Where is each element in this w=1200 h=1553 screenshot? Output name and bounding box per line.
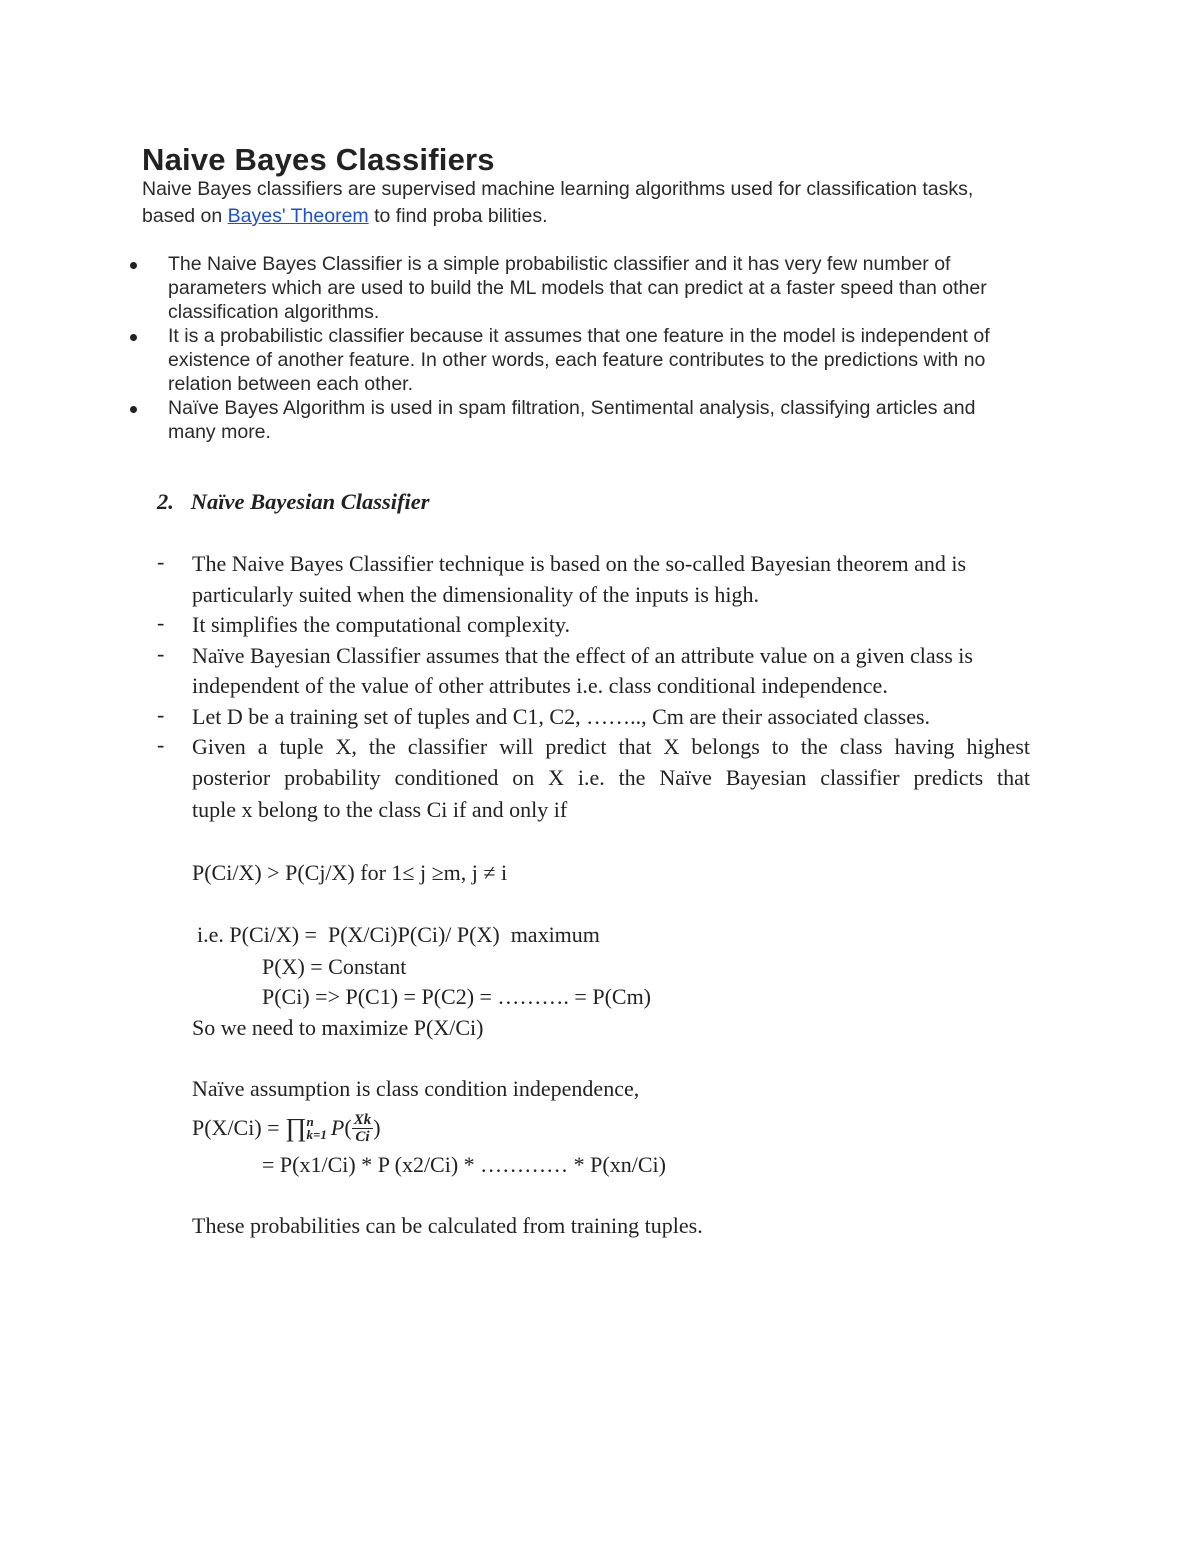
bullet-item [130,252,1070,324]
bullet-dot-icon [130,262,137,269]
fraction-denominator: Ci [355,1128,370,1145]
bullet-line: parameters which are used to build the ML models that can predict at a faster speed than other [168,277,987,299]
bullet-list [130,252,1070,444]
formula-condition: P(Ci/X) > P(Cj/X) for 1≤ j ≥m, j ≠ i [192,860,508,885]
dash-marker: - [157,610,165,635]
intro-line-1: Naive Bayes classifiers are supervised machine learning algorithms used for classification tasks, [142,178,974,200]
product-expansion: = P(x1/Ci) * P (x2/Ci) * ………… * P(xn/Ci) [262,1152,666,1177]
formula-maximize: So we need to maximize P(X/Ci) [192,1015,484,1040]
product-formula [192,1107,381,1149]
close-paren: ) [373,1115,381,1140]
dash-item [157,610,1037,641]
bullet-dot-icon [130,406,137,413]
dash-line: Let D be a training set of tuples and C1, C2, …….., Cm are their associated classes. [192,703,931,729]
bullet-dot-icon [130,334,137,341]
product-lower: k=1 [306,1127,327,1142]
bullet-item [130,396,1070,444]
bullet-line: classification algorithms. [168,301,380,323]
dash-marker: - [157,640,165,666]
dash-marker: - [157,549,165,574]
product-upper: n [306,1114,314,1129]
dash-line: posterior probability conditioned on X i.e. the Naïve Bayesian classifier predicts that [192,764,1030,790]
product-p: P [330,1115,345,1140]
formula-ie: i.e. P(Ci/X) = P(X/Ci)P(Ci)/ P(X) maximum [197,922,600,947]
dash-line: tuple x belong to the class Ci if and only if [192,797,568,822]
dash-line: particularly suited when the dimensionality of the inputs is high. [192,581,760,607]
bullet-item [130,324,1070,396]
closing-text: These probabilities can be calculated from training tuples. [192,1213,703,1238]
product-limits [307,1115,327,1141]
dash-item [157,702,1037,733]
bullet-line: The Naive Bayes Classifier is a simple probabilistic classifier and it has very few number of [168,253,951,275]
product-lhs: P(X/Ci) = [192,1115,286,1140]
bullet-line: relation between each other. [168,373,414,395]
bayes-theorem-link[interactable]: Bayes' Theorem [227,205,369,227]
dash-line: Given a tuple X, the classifier will predict that X belongs to the class having highest [192,734,1030,759]
fraction [352,1112,374,1145]
assumption-text: Naïve assumption is class condition independence, [192,1076,640,1101]
formula-px: P(X) = Constant [262,954,407,979]
dash-line: independent of the value of other attributes i.e. class conditional independence. [192,673,888,698]
dash-list [157,549,1037,826]
bullet-line: many more. [168,421,271,443]
section-heading: 2. Naïve Bayesian Classifier [157,489,430,514]
page-title: Naive Bayes Classifiers [142,142,495,177]
dash-item [157,549,1037,610]
intro-prefix: based on [142,205,228,227]
bullet-line: existence of another feature. In other words, each feature contributes to the predictions with no [168,349,986,371]
fraction-numerator: Xk [353,1111,372,1128]
dash-marker: - [157,701,165,727]
dash-line: Naïve Bayesian Classifier assumes that the effect of an attribute value on a given class is [192,642,973,668]
product-symbol: ∏ [285,1113,307,1142]
bullet-line: It is a probabilistic classifier because it assumes that one feature in the model is independent of [168,325,990,347]
dash-item [157,641,1037,702]
formula-pci: P(Ci) => P(C1) = P(C2) = ………. = P(Cm) [262,984,652,1009]
dash-item [157,732,1037,826]
open-paren: ( [344,1115,352,1140]
intro-line-2 [142,205,548,228]
dash-marker: - [157,732,165,757]
dash-line: It simplifies the computational complexity. [192,612,570,637]
intro-suffix: to find proba bilities. [368,205,548,227]
bullet-line: Naïve Bayes Algorithm is used in spam filtration, Sentimental analysis, classifying articles and [168,397,976,419]
dash-line: The Naive Bayes Classifier technique is based on the so-called Bayesian theorem and is [192,551,967,576]
